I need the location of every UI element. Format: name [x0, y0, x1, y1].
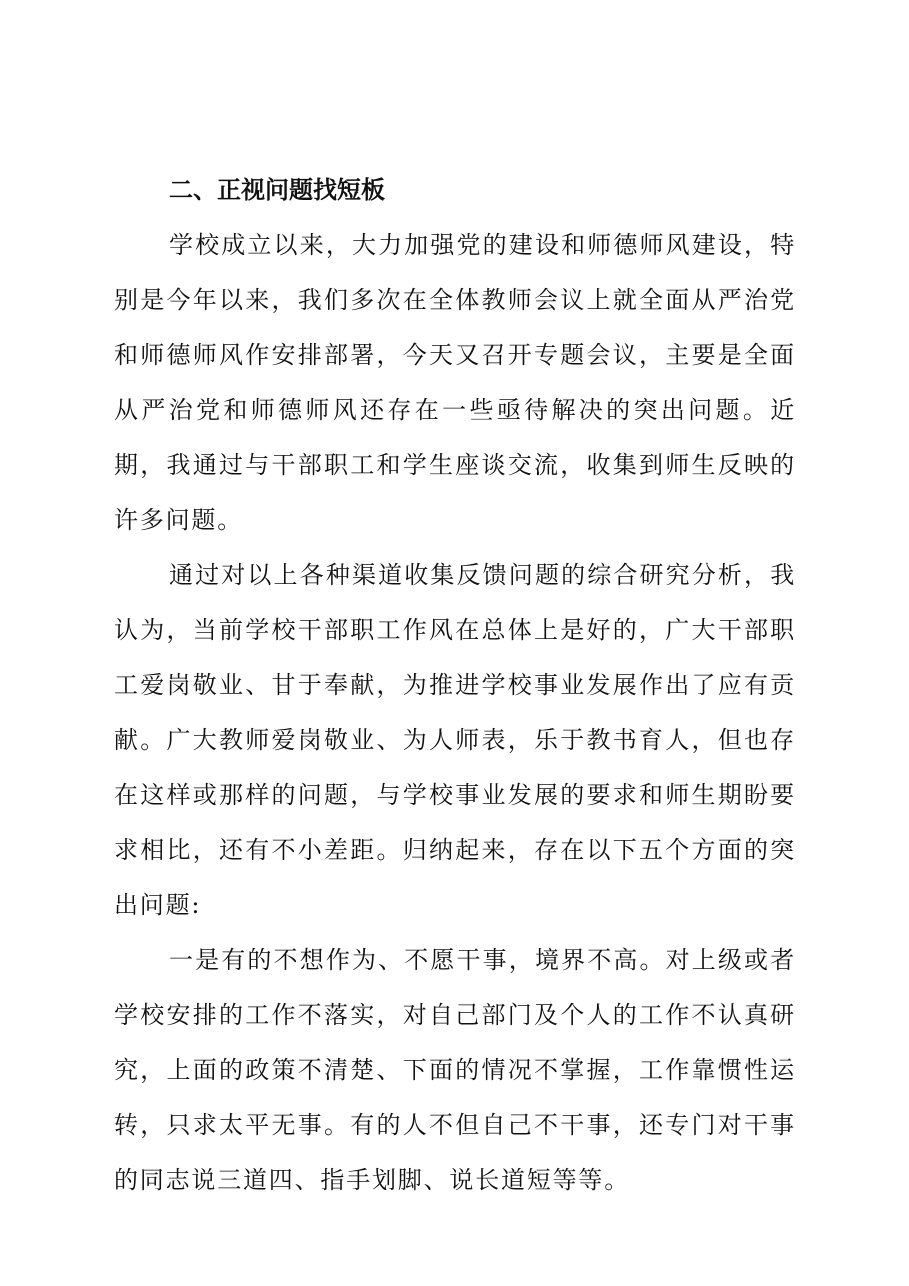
paragraph-2: 通过对以上各种渠道收集反馈问题的综合研究分析，我认为，当前学校干部职工作风在总体上是好的，广大干部职工爱岗敬业、甘于奉献，为推进学校事业发展作出了应有贡献。广大教师爱岗敬业、为人师表，乐于教书育人，但也存在这样或那样的问题，与学校事业发展的要求和师生期盼要求相比，还有不小差距。归纳起来，存在以下五个方面的突出问题: [114, 561, 796, 919]
paragraph-1: 学校成立以来，大力加强党的建设和师德师风建设，特别是今年以来，我们多次在全体教师会议上就全面从严治党和师德师风作安排部署，今天又召开专题会议，主要是全面从严治党和师德师风还存在一些亟待解决的突出问题。近期，我通过与干部职工和学生座谈交流，收集到师生反映的许多问题。 [114, 231, 796, 534]
section-heading: 二、正视问题找短板 [169, 176, 385, 204]
paragraph-3: 一是有的不想作为、不愿干事，境界不高。对上级或者学校安排的工作不落实，对自己部门及个人的工作不认真研究，上面的政策不清楚、下面的情况不掌握，工作靠惯性运转，只求太平无事。有的人不但自己不干事，还专门对干事的同志说三道四、指手划脚、说长道短等等。 [114, 946, 796, 1194]
document-body [114, 163, 796, 1208]
